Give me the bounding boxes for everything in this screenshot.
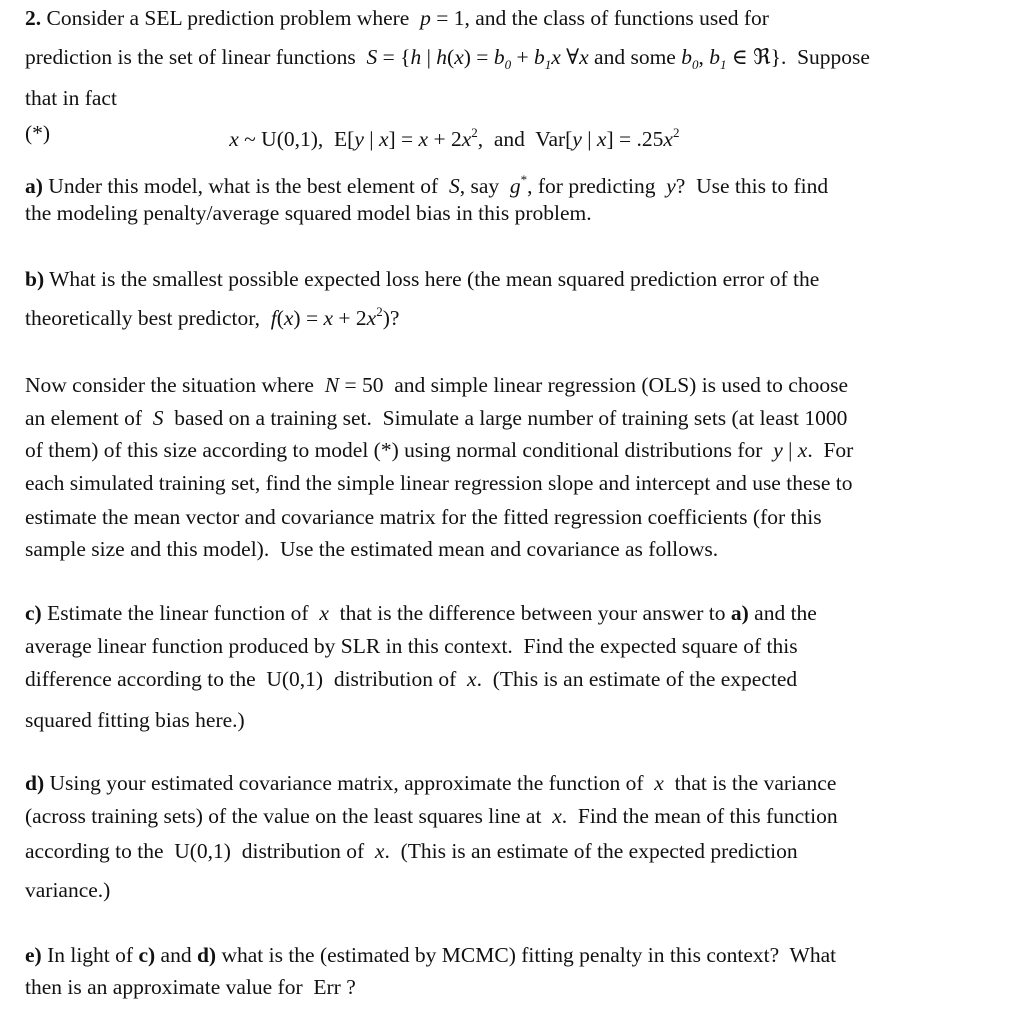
text-segment: x xyxy=(378,127,389,151)
text-segment: ( xyxy=(447,45,455,69)
text-line xyxy=(25,706,245,734)
text-segment: = { xyxy=(377,45,411,69)
text-segment: average linear function produced by SLR in this context. Find the expected square of this xyxy=(25,634,798,658)
text-segment: c) xyxy=(138,943,156,967)
text-segment: ( xyxy=(276,306,284,330)
text-segment: x xyxy=(418,127,429,151)
text-line xyxy=(25,802,838,830)
text-segment: each simulated training set, find the simple linear regression slope and intercept and use these to xyxy=(25,471,853,495)
text-segment: )? xyxy=(382,306,400,330)
text-segment: 1 xyxy=(544,57,552,72)
text-segment: S xyxy=(152,406,164,430)
text-segment: y xyxy=(354,127,364,151)
text-segment: ? Use this to find xyxy=(675,174,829,198)
text-segment: 2. xyxy=(25,6,42,30)
text-segment: x xyxy=(596,127,607,151)
text-segment: . Find the mean of this function xyxy=(561,804,838,828)
text-line xyxy=(25,404,847,432)
text-segment: d) xyxy=(196,943,217,967)
text-segment: variance.) xyxy=(25,878,111,902)
text-segment: Consider a SEL prediction problem where xyxy=(41,6,421,30)
text-segment: then is an approximate value for Err ? xyxy=(25,975,356,999)
text-line xyxy=(25,503,822,531)
text-line xyxy=(25,166,828,200)
text-segment: that is the difference between your answer to xyxy=(328,601,731,625)
text-segment: . (This is an estimate of the expected xyxy=(476,667,798,691)
text-segment: squared fitting bias here.) xyxy=(25,708,245,732)
text-segment: theoretically best predictor, xyxy=(25,306,271,330)
text-line xyxy=(25,837,798,865)
text-segment: What is the smallest possible expected loss here (the mean squared prediction error of the xyxy=(44,267,820,291)
text-segment: c) xyxy=(25,601,42,625)
text-segment: . (This is an estimate of the expected prediction xyxy=(384,839,798,863)
text-segment: ~ U(0,1), E[ xyxy=(238,127,355,151)
text-segment: 0 xyxy=(691,57,699,72)
text-segment: y xyxy=(666,174,676,198)
text-segment: ∈ ℜ}. Suppose xyxy=(726,45,870,69)
text-segment: 2 xyxy=(672,125,680,140)
text-segment: 2 xyxy=(471,125,478,140)
text-segment: b xyxy=(709,45,720,69)
text-segment: ∀ xyxy=(560,45,580,69)
text-segment: Under this model, what is the best element of xyxy=(42,174,449,198)
text-segment: and some xyxy=(588,45,682,69)
text-segment: S xyxy=(366,45,378,69)
text-segment: based on a training set. Simulate a large number of training sets (at least 1000 xyxy=(163,406,848,430)
text-line xyxy=(25,535,718,563)
text-line xyxy=(25,436,853,464)
text-segment: of them) of this size according to model (*) using normal conditional distributions for xyxy=(25,438,774,462)
text-segment: x xyxy=(323,306,333,330)
text-segment: d) xyxy=(25,771,45,795)
text-segment: b xyxy=(493,45,505,69)
text-segment: y xyxy=(773,438,783,462)
text-segment: = 50 and simple linear regression (OLS) is used to choose xyxy=(339,373,848,397)
text-segment: x xyxy=(229,127,239,151)
text-segment: + 2 xyxy=(428,127,462,151)
text-segment: , for predicting xyxy=(527,174,667,198)
text-segment: x xyxy=(454,45,464,69)
text-segment: the modeling penalty/average squared model bias in this problem. xyxy=(25,201,592,225)
text-segment: | xyxy=(581,127,597,151)
text-line xyxy=(25,84,117,112)
text-segment: e) xyxy=(25,943,42,967)
text-segment: In light of xyxy=(41,943,139,967)
text-segment: 0 xyxy=(504,57,512,72)
text-segment: b xyxy=(533,45,545,69)
text-line xyxy=(25,199,592,227)
text-segment: x xyxy=(283,306,294,330)
text-segment: g xyxy=(509,174,521,198)
text-segment: . For xyxy=(807,438,854,462)
text-segment: x xyxy=(467,667,477,691)
text-segment: an element of xyxy=(25,406,153,430)
text-segment: estimate the mean vector and covariance matrix for the fitted regression coefficients (for this xyxy=(25,505,822,529)
text-segment: Now consider the situation where xyxy=(25,373,325,397)
text-segment: a) xyxy=(730,601,749,625)
text-line xyxy=(25,599,817,627)
text-segment: x xyxy=(319,601,329,625)
text-segment: | xyxy=(421,45,437,69)
text-segment: sample size and this model). Use the estimated mean and covariance as follows. xyxy=(25,537,719,561)
text-segment: x xyxy=(461,127,472,151)
text-line xyxy=(25,469,853,497)
text-segment: Estimate the linear function of xyxy=(41,601,320,625)
text-segment: x xyxy=(552,804,562,828)
text-segment: + xyxy=(511,45,534,69)
text-segment: N xyxy=(324,373,340,397)
text-segment: x xyxy=(797,438,808,462)
text-line xyxy=(25,973,356,1001)
text-segment: x xyxy=(551,45,561,69)
text-segment: h xyxy=(436,45,448,69)
text-segment: that in fact xyxy=(25,86,117,110)
text-segment: and the xyxy=(748,601,817,625)
text-segment: x xyxy=(654,771,664,795)
equation-label: (*) xyxy=(25,121,51,145)
text-segment: ] = xyxy=(388,127,419,151)
text-segment: S xyxy=(448,174,460,198)
text-segment: according to the U(0,1) distribution of xyxy=(25,839,375,863)
text-segment: b xyxy=(681,45,692,69)
text-segment: p xyxy=(420,6,431,30)
text-segment: 2 xyxy=(376,304,383,319)
text-segment: 1 xyxy=(719,57,727,72)
text-segment: Using your estimated covariance matrix, approximate the function of xyxy=(44,771,655,795)
text-segment: a) xyxy=(25,174,43,198)
text-segment: | xyxy=(363,127,379,151)
text-segment: b) xyxy=(25,267,45,291)
text-line xyxy=(25,876,110,904)
text-segment: x xyxy=(366,306,377,330)
text-line xyxy=(25,371,848,399)
text-line xyxy=(25,43,870,79)
text-line xyxy=(25,769,836,797)
text-segment: x xyxy=(663,127,673,151)
text-line xyxy=(25,665,797,693)
text-segment: + 2 xyxy=(333,306,367,330)
text-segment: f xyxy=(270,306,277,330)
text-segment: x xyxy=(374,839,385,863)
text-segment: = 1, and the class of functions used for xyxy=(430,6,769,30)
text-segment: ] = .25 xyxy=(606,127,664,151)
text-segment: h xyxy=(410,45,422,69)
text-segment: prediction is the set of linear functions xyxy=(25,45,367,69)
text-segment: and xyxy=(155,943,197,967)
text-segment: * xyxy=(520,172,528,187)
text-line xyxy=(25,632,798,660)
text-line xyxy=(25,941,836,969)
text-segment: (across training sets) of the value on the least squares line at xyxy=(25,804,553,828)
text-segment: ) = xyxy=(463,45,494,69)
text-segment: difference according to the U(0,1) distribution of xyxy=(25,667,468,691)
text-segment: what is the (estimated by MCMC) fitting penalty in this context? What xyxy=(216,943,837,967)
text-segment: x xyxy=(579,45,589,69)
text-line xyxy=(25,298,399,332)
text-segment: | xyxy=(782,438,798,462)
text-segment: , xyxy=(698,45,710,69)
text-segment: , and Var[ xyxy=(477,127,573,151)
text-segment: ) = xyxy=(293,306,324,330)
text-line xyxy=(25,4,769,32)
text-segment: y xyxy=(572,127,582,151)
text-segment: , say xyxy=(459,174,510,198)
text-segment: that is the variance xyxy=(663,771,837,795)
text-line xyxy=(25,265,819,293)
